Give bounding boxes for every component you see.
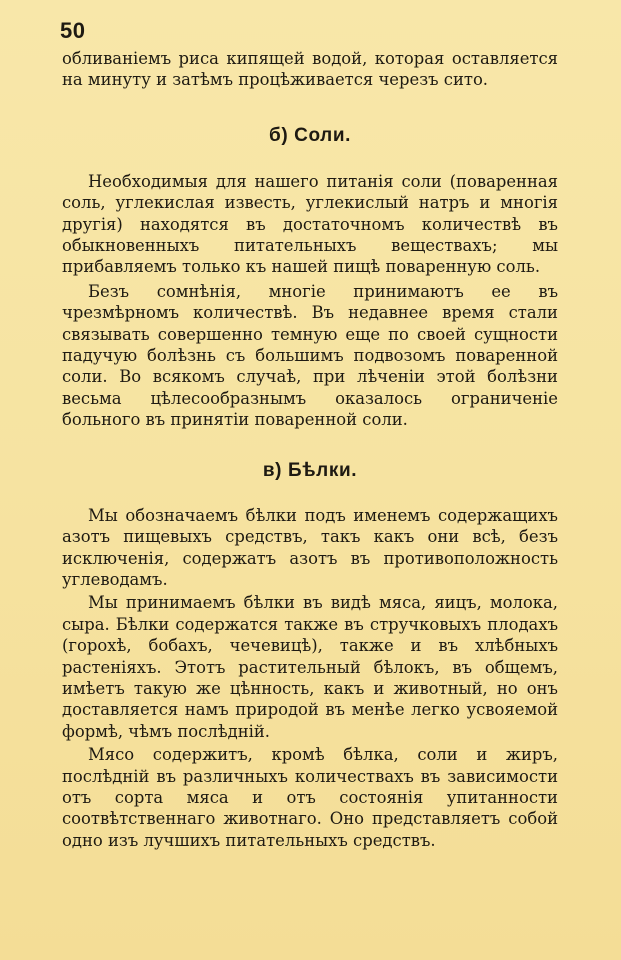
section-title-proteins: в) Бѣлки. bbox=[262, 459, 358, 481]
salts-paragraph-1: Необходимыя для нашего питанія соли (поваренная соль, углекислая известь, углекислый натръ и многія другія) находятся въ достаточномъ количествѣ въ обыкновенныхъ питательныхъ веществахъ; мы прибавляемъ только къ нашей пищѣ поваренную соль. bbox=[62, 171, 558, 277]
salts-paragraph-2: Безъ сомнѣнія, многіе принимаютъ ее въ чрезмѣрномъ количествѣ. Въ недавнее время стали связывать совершенно темную еще по своей сущности падучую болѣзнь съ большимъ подвозомъ поваренной соли. Во всякомъ случаѣ, при лѣченіи этой болѣзни весьма цѣлесообразнымъ оказалось ограниченіе больного въ принятіи поваренной соли. bbox=[62, 281, 558, 430]
opening-paragraph: обливаніемъ риса кипящей водой, которая оставляется на минуту и затѣмъ процѣживается черезъ сито. bbox=[62, 49, 558, 90]
proteins-paragraph-3: Мясо содержитъ, кромѣ бѣлка, соли и жиръ, послѣдній въ различныхъ количествахъ въ зависимости отъ сорта мяса и отъ состоянія упитанности соотвѣтственнаго животнаго. Оно представляетъ собой одно изъ лучшихъ питательныхъ средствъ. bbox=[62, 745, 558, 850]
proteins-paragraph-1: Мы обозначаемъ бѣлки подъ именемъ содержащихъ азотъ пищевыхъ средствъ, такъ какъ они всѣ, безъ исключенія, содержатъ азотъ въ противоположность углеводамъ. bbox=[62, 505, 558, 589]
proteins-paragraph-2: Мы принимаемъ бѣлки въ видѣ мяса, яицъ, молока, сыра. Бѣлки содержатся также въ стручковыхъ плодахъ (горохѣ, бобахъ, чечевицѣ), также и въ хлѣбныхъ растеніяхъ. Этотъ растительный бѣлокъ, въ общемъ, имѣетъ такую же цѣнность, какъ и животный, но онъ доставляется намъ природой въ менѣе легко усвояемой формѣ, чѣмъ послѣдній. bbox=[62, 593, 558, 741]
page-number: 50 bbox=[60, 18, 86, 43]
section-proteins bbox=[62, 459, 558, 852]
section-salts bbox=[62, 124, 558, 431]
page-body bbox=[62, 48, 558, 851]
section-title-salts: б) Соли. bbox=[268, 124, 352, 146]
